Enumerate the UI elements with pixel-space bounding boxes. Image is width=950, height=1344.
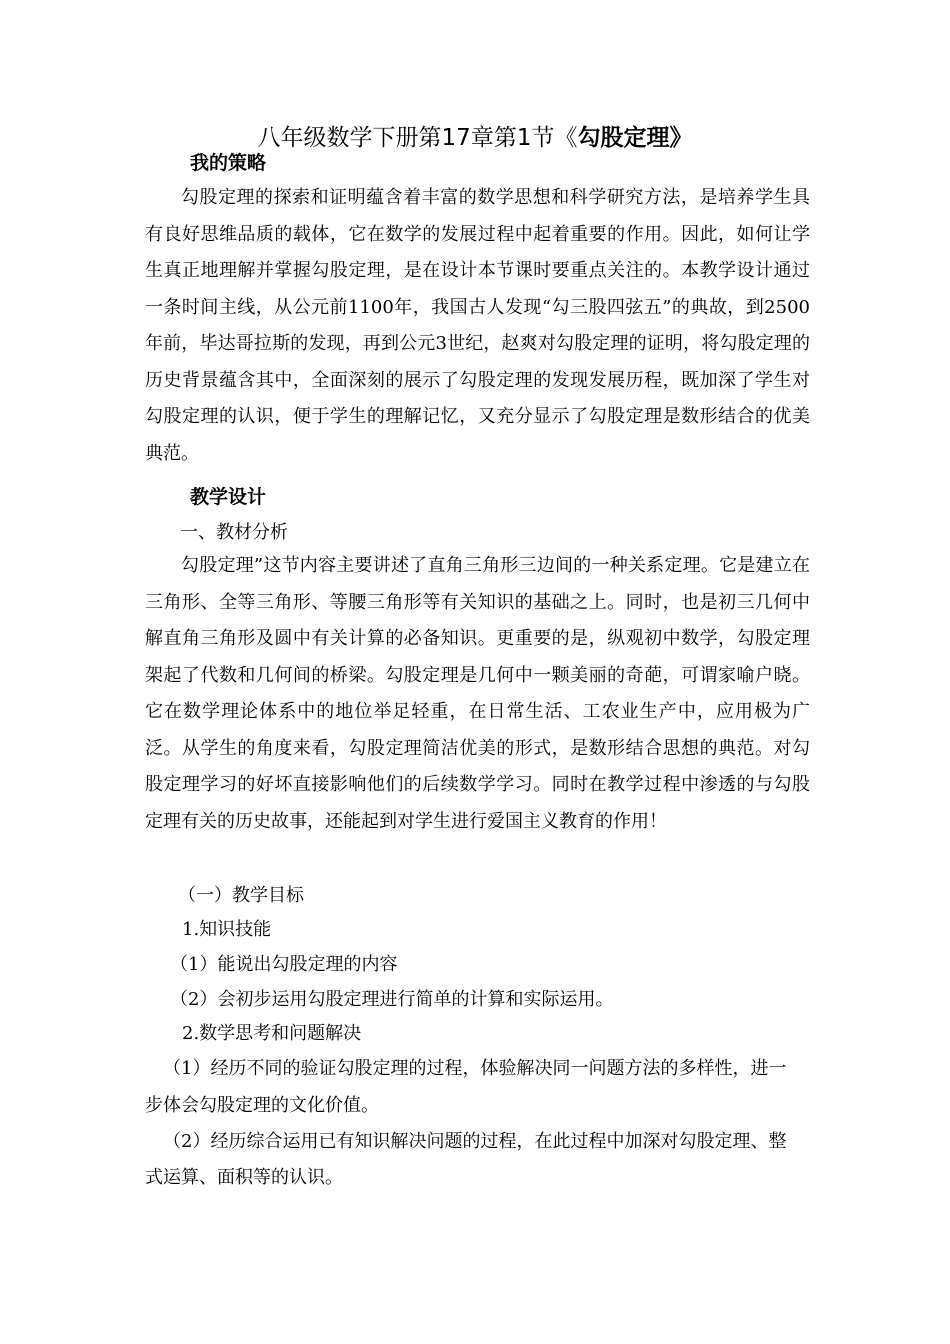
section-material-heading: 一、教材分析: [180, 522, 288, 543]
page-title: [0, 123, 950, 153]
strategy-heading: 我的策略: [190, 152, 267, 174]
goal1-item2: （2）会初步运用勾股定理进行简单的计算和实际运用。: [170, 989, 614, 1010]
goal1-item1: （1）能说出勾股定理的内容: [170, 954, 398, 975]
title-bold: 勾股定理》: [577, 125, 693, 151]
goal2-heading: 2.数学思考和问题解决: [182, 1023, 362, 1044]
title-plain: 八年级数学下册第17章第1节《: [257, 125, 578, 151]
goal2-item1-line1: （1）经历不同的验证勾股定理的过程，体验解决同一问题方法的多样性，进一: [163, 1058, 787, 1079]
goal2-item2-line2: 式运算、面积等的认识。: [145, 1167, 343, 1188]
goals-heading: （一）教学目标: [178, 885, 304, 906]
goal1-heading: 1.知识技能: [182, 919, 272, 940]
design-heading: 教学设计: [190, 486, 267, 508]
goal2-item1-line2: 步体会勾股定理的文化价值。: [145, 1095, 379, 1116]
strategy-paragraph: 勾股定理的探索和证明蕴含着丰富的数学思想和科学研究方法，是培养学生具有良好思维品质的载体，它在数学的发展过程中起着重要的作用。因此，如何让学生真正地理解并掌握勾股定理，是在设计本节课时要重点关注的。本教学设计通过一条时间主线，从公元前1100年，我国古人发现“勾三股四弦五”的典故，到2500年前，毕达哥拉斯的发现，再到公元3世纪，赵爽对勾股定理的证明，将勾股定理的历史背景蕴含其中，全面深刻的展示了勾股定理的发现发展历程，既加深了学生对勾股定理的认识，便于学生的理解记忆，又充分显示了勾股定理是数形结合的优美典范。: [145, 187, 810, 464]
material-paragraph: 勾股定理”这节内容主要讲述了直角三角形三边间的一种关系定理。它是建立在三角形、全等三角形、等腰三角形等有关知识的基础之上。同时，也是初三几何中解直角三角形及圆中有关计算的必备知识。更重要的是，纵观初中数学，勾股定理架起了代数和几何间的桥梁。勾股定理是几何中一颗美丽的奇葩，可谓家喻户晓。它在数学理论体系中的地位举足轻重，在日常生活、工农业生产中，应用极为广泛。从学生的角度来看，勾股定理简洁优美的形式，是数形结合思想的典范。对勾股定理学习的好坏直接影响他们的后续数学学习。同时在教学过程中渗透的与勾股定理有关的历史故事，还能起到对学生进行爱国主义教育的作用！: [145, 555, 810, 832]
goal2-item2-line1: （2）经历综合运用已有知识解决问题的过程，在此过程中加深对勾股定理、整: [163, 1131, 787, 1152]
